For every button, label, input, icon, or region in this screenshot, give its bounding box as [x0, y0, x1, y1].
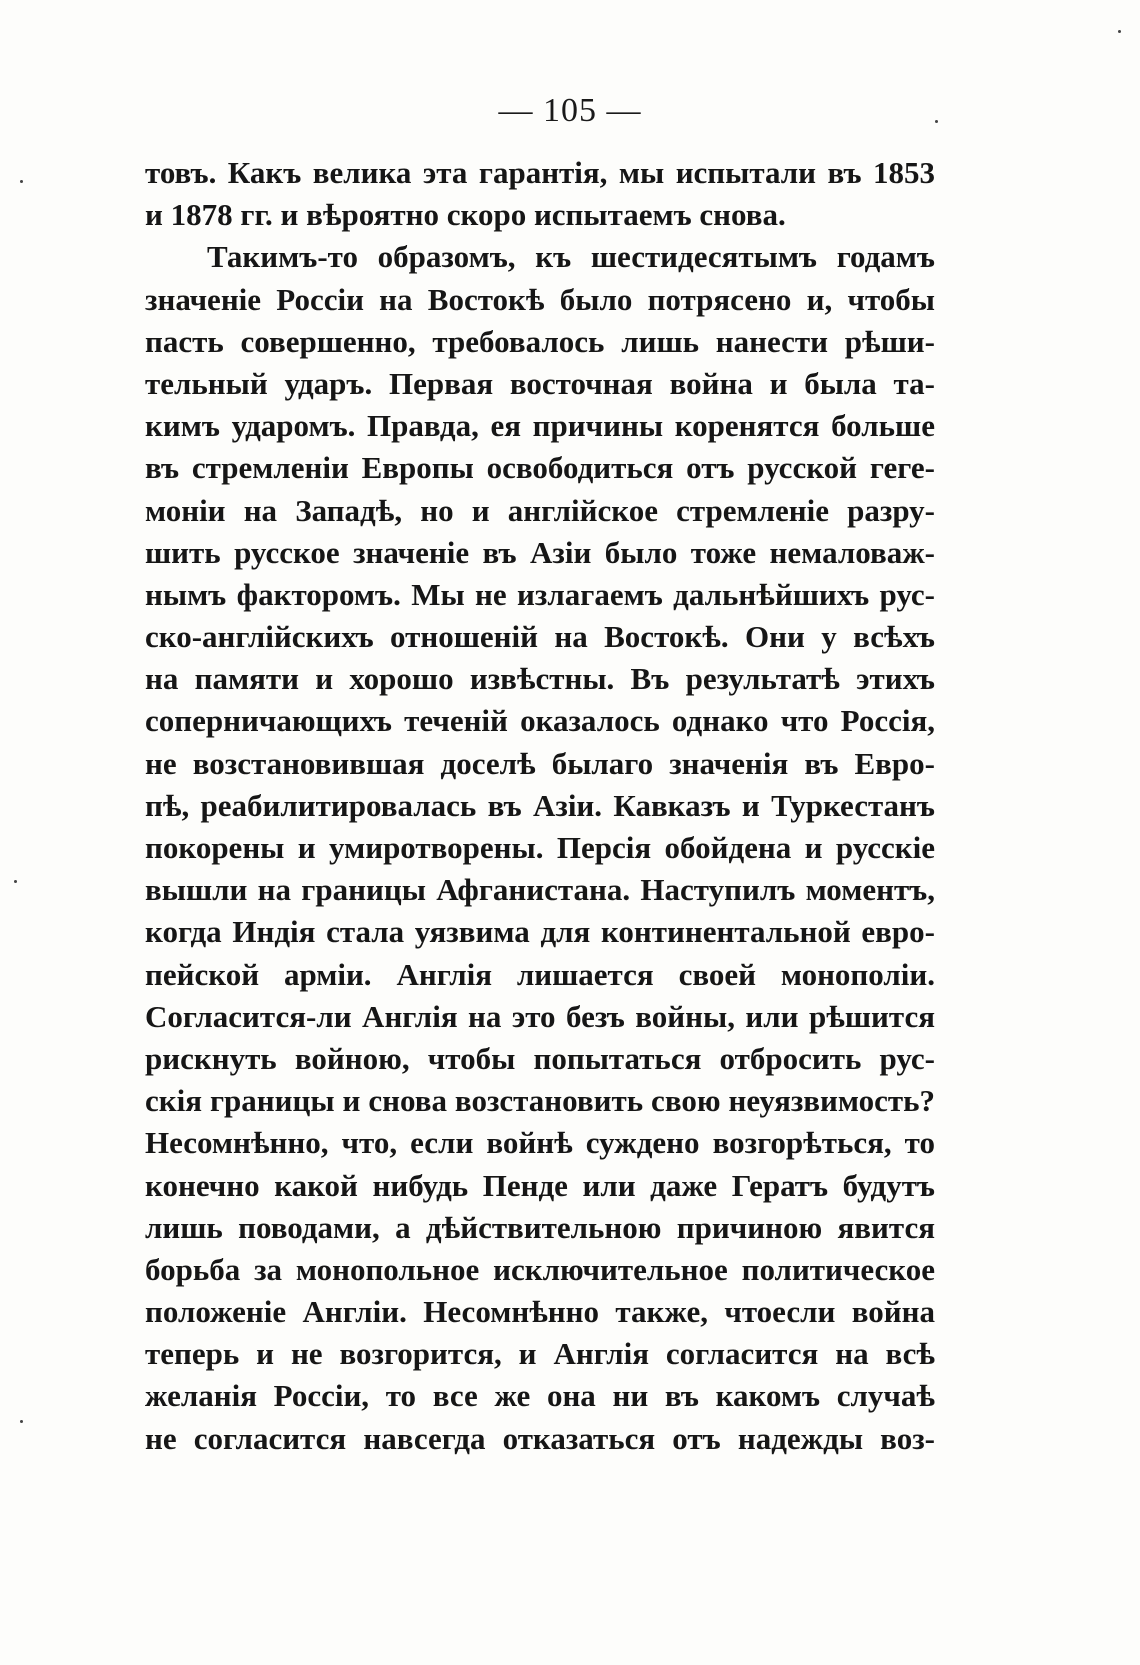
text-line: соперничающихъ теченій оказалось однако что Россія,	[145, 703, 935, 739]
text-line: желанія Россіи, то все же она ни въ какомъ случаѣ	[145, 1378, 935, 1414]
text-line: пѣ, реабилитировалась въ Азіи. Кавказъ и Туркестанъ	[145, 787, 935, 823]
text-line: теперь и не возгорится, и Англія согласится на всѣ	[145, 1336, 935, 1372]
text-line: моніи на Западѣ, но и англійское стремленіе разру-	[145, 492, 935, 528]
scan-speck	[935, 120, 938, 123]
text-line: тельный ударъ. Первая восточная война и была та-	[145, 365, 935, 401]
text-line: положеніе Англіи. Несомнѣнно также, чтоесли война	[145, 1294, 935, 1330]
text-line: шить русское значеніе въ Азіи было тоже немаловаж-	[145, 534, 935, 570]
scan-speck	[20, 1420, 23, 1423]
text-line: когда Индія стала уязвима для континентальной евро-	[145, 914, 935, 950]
text-line: пасть совершенно, требовалось лишь нанести рѣши-	[145, 323, 935, 359]
text-line: и 1878 гг. и вѣроятно скоро испытаемъ снова.	[145, 197, 786, 233]
text-line: скія границы и снова возстановить свою неуязвимость?	[145, 1083, 935, 1119]
text-line: пейской арміи. Англія лишается своей монополіи.	[145, 956, 935, 992]
page-number: — 105 —	[498, 92, 642, 129]
text-line: лишь поводами, а дѣйствительною причиною явится	[145, 1209, 935, 1245]
scan-speck	[20, 180, 23, 183]
text-line: покорены и умиротворены. Персія обойдена и русскіе	[145, 830, 935, 865]
scan-speck	[14, 880, 17, 883]
text-line: товъ. Какъ велика эта гарантія, мы испытали въ 1853	[145, 155, 935, 190]
text-line: борьба за монопольное исключительное политическое	[145, 1251, 935, 1287]
text-line: кимъ ударомъ. Правда, ея причины коренятся больше	[145, 408, 935, 444]
text-line: не согласится навсегда отказаться отъ надежды воз-	[145, 1420, 935, 1456]
text-line: рискнуть войною, чтобы попытаться отбросить рус-	[145, 1040, 935, 1076]
text-line: на памяти и хорошо извѣстны. Въ результатѣ этихъ	[145, 661, 935, 697]
text-line: ско-англійскихъ отношеній на Востокѣ. Они у всѣхъ	[145, 619, 935, 655]
text-line: Несомнѣнно, что, если войнѣ суждено возгорѣться, то	[145, 1125, 935, 1161]
text-line: Такимъ-то образомъ, къ шестидесятымъ годамъ	[207, 239, 935, 275]
text-line: Согласится-ли Англія на это безъ войны, или рѣшится	[145, 998, 935, 1034]
scan-speck	[1118, 30, 1121, 33]
text-line: не возстановившая доселѣ былаго значенія въ Евро-	[145, 745, 935, 781]
text-line: нымъ факторомъ. Мы не излагаемъ дальнѣйшихъ рус-	[145, 576, 935, 612]
text-line: въ стремленіи Европы освободиться отъ русской геге-	[145, 450, 935, 486]
body-text	[145, 152, 935, 1460]
text-line: конечно какой нибудь Пенде или даже Гератъ будутъ	[145, 1167, 935, 1203]
text-line: вышли на границы Афганистана. Наступилъ моментъ,	[145, 872, 935, 908]
text-line: значеніе Россіи на Востокѣ было потрясено и, чтобы	[145, 281, 935, 317]
